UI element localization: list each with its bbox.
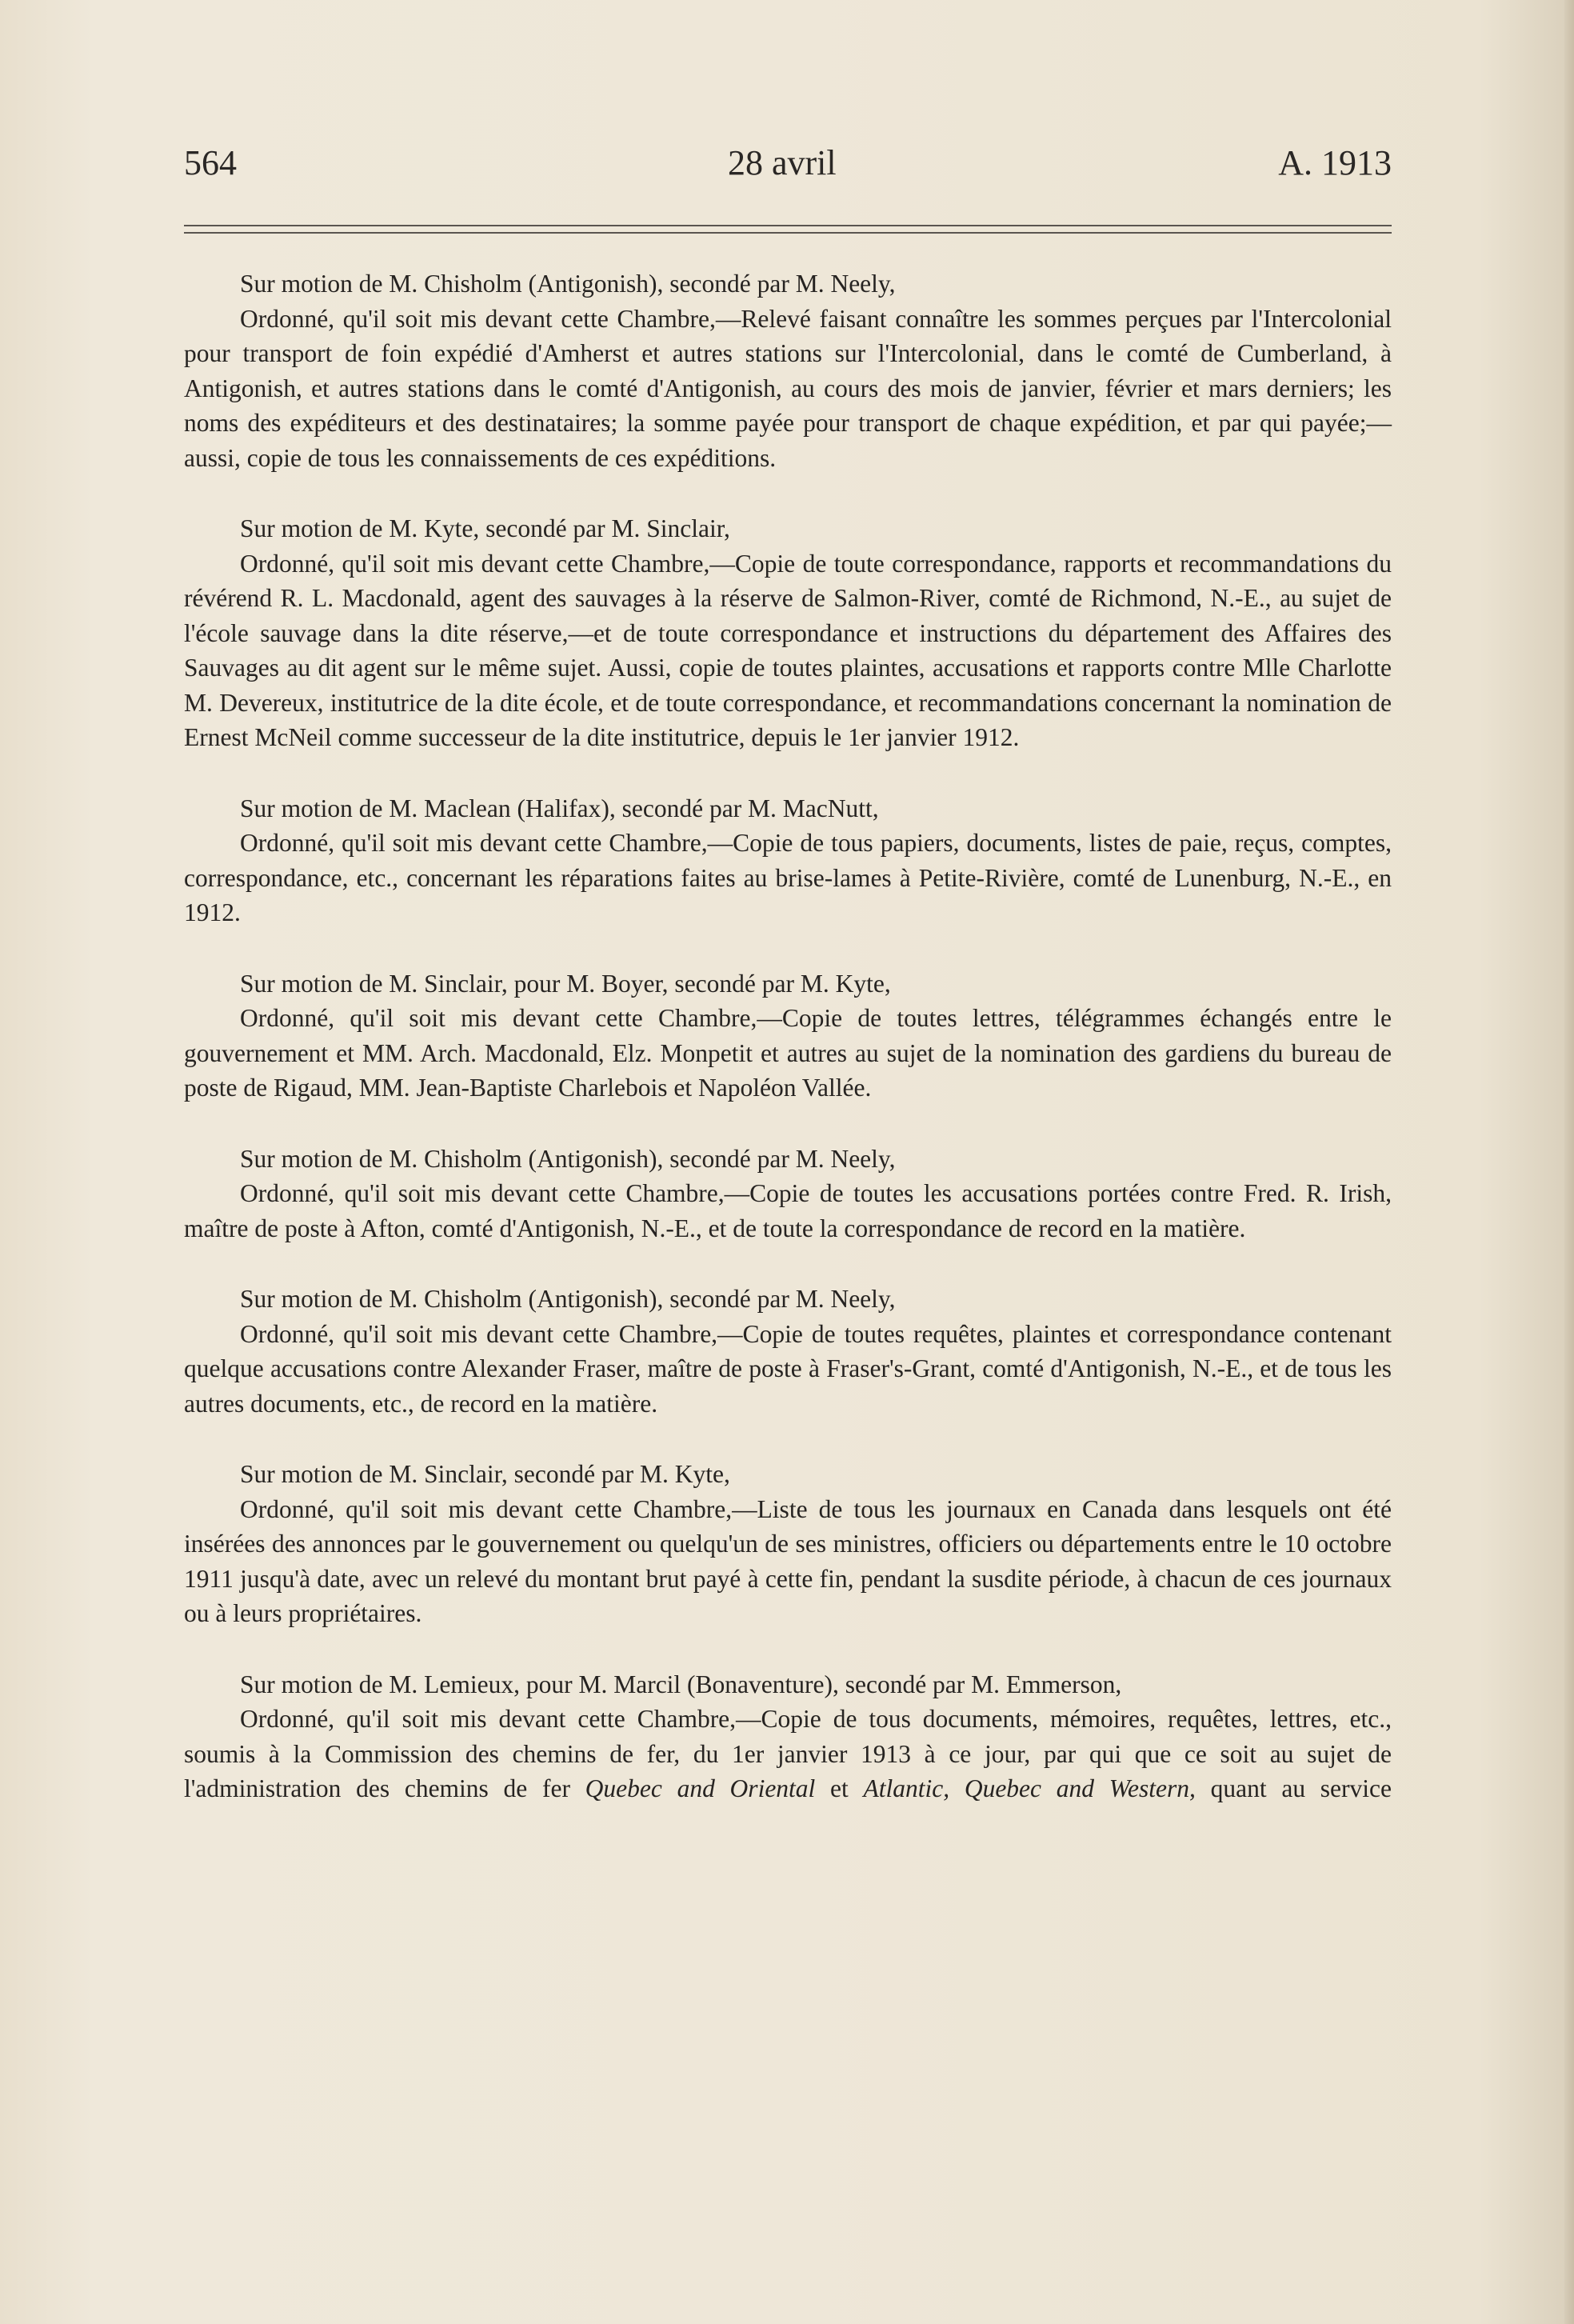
- motion-entry: [184, 1142, 1392, 1246]
- page-number: 564: [184, 143, 237, 182]
- motion-line: Sur motion de M. Sinclair, pour M. Boyer, secondé par M. Kyte,: [240, 969, 891, 998]
- order-paragraph: Ordonné, qu'il soit mis devant cette Chambre,—Copie de toutes lettres, télégrammes échangés entre le gouvernement et MM. Arch. Macdonald, Elz. Monpetit et autres au sujet de la nomination des gardiens du bureau de poste de Rigaud, MM. Jean-Baptiste Charlebois et Napoléon Vallée.: [184, 1004, 1392, 1102]
- order-paragraph: Ordonné, qu'il soit mis devant cette Chambre,—Relevé faisant connaître les sommes perçues par l'Intercolonial pour transport de foin expédié d'Amherst et autres stations sur l'Intercolonial, dans le comté de Cumberland, à Antigonish, et autres stations dans le comté d'Antigonish, au cours des mois de janvier, février et mars derniers; les noms des expéditeurs et des destinataires; la somme payée pour transport de chaque expédition, et par qui payée;—aussi, copie de tous les connaissements de ces expéditions.: [184, 304, 1392, 472]
- order-text: et: [815, 1774, 864, 1802]
- order-paragraph: Ordonné, qu'il soit mis devant cette Chambre,—Copie de toute correspondance, rapports et recommandations du révérend R. L. Macdonald, agent des sauvages à la réserve de Salmon-River, comté de Richmond, N.-E., au sujet de l'école sauvage dans la dite réserve,—et de toute correspondance et instructions du département des Affaires des Sauvages au dit agent sur le même sujet. Aussi, copie de toutes plaintes, accusations et rapports contre Mlle Charlotte M. Devereux, institutrice de la dite école, et de toute correspondance, et recommandations concernant la nomination de Ernest McNeil comme successeur de la dite institutrice, depuis le 1er janvier 1912.: [184, 549, 1392, 751]
- running-year: A. 1913: [1278, 143, 1392, 182]
- order-paragraph: Ordonné, qu'il soit mis devant cette Chambre,—Copie de tous papiers, documents, listes de paie, reçus, comptes, correspondance, etc., concernant les réparations faites au brise-lames à Petite-Rivière, comté de Lunenburg, N.-E., en 1912.: [184, 829, 1392, 926]
- page-edge-shadow: [1564, 0, 1574, 2324]
- motion-line: Sur motion de M. Sinclair, secondé par M. Kyte,: [240, 1460, 730, 1488]
- order-paragraph: Ordonné, qu'il soit mis devant cette Chambre,—Copie de toutes les accusations portées contre Fred. R. Irish, maître de poste à Afton, comté d'Antigonish, N.-E., et de toute la correspondance de record en la matière.: [184, 1179, 1392, 1242]
- header-rule-bottom: [184, 232, 1392, 234]
- running-date: 28 avril: [728, 143, 837, 182]
- page-body: [184, 266, 1392, 1842]
- order-paragraph: Ordonné, qu'il soit mis devant cette Chambre,—Copie de toutes requêtes, plaintes et correspondance contenant quelque accusations contre Alexander Fraser, maître de poste à Fraser's-Grant, comté d'Antigonish, N.-E., et de tous les autres documents, etc., de record en la matière.: [184, 1319, 1392, 1418]
- railway-name: Quebec and Oriental: [585, 1774, 816, 1802]
- motion-entry: [184, 1667, 1392, 1806]
- motion-line: Sur motion de M. Kyte, secondé par M. Sinclair,: [240, 514, 730, 542]
- motion-entry: [184, 1282, 1392, 1421]
- railway-name: Atlantic, Quebec and Western,: [863, 1774, 1196, 1802]
- motion-line: Sur motion de M. Chisholm (Antigonish), secondé par M. Neely,: [240, 1144, 896, 1173]
- motion-line: Sur motion de M. Chisholm (Antigonish), secondé par M. Neely,: [240, 1285, 896, 1313]
- order-text: Ordonné, qu'il soit mis devant cette Chambre,—Copie de tous documents, mémoires, requêtes, lettres, etc., soumis à la Commission des chemins de fer, du 1er janvier 1913 à ce jour, par qui que ce soit au sujet de l'administration des chemins de fer: [184, 1705, 1392, 1802]
- order-text: quant au service: [1195, 1774, 1392, 1802]
- motion-entry: [184, 1457, 1392, 1631]
- motion-entry: [184, 791, 1392, 930]
- motion-entry: [184, 511, 1392, 755]
- order-paragraph: [184, 1702, 1392, 1806]
- order-paragraph: Ordonné, qu'il soit mis devant cette Chambre,—Liste de tous les journaux en Canada dans lesquels ont été insérées des annonces par le gouvernement ou quelqu'un de ses ministres, officiers ou départements entre le 10 octobre 1911 jusqu'à date, avec un relevé du montant brut payé à cette fin, pendant la susdite période, à chacun de ces journaux ou à leurs propriétaires.: [184, 1494, 1392, 1627]
- motion-entry: [184, 266, 1392, 475]
- motion-entry: [184, 966, 1392, 1106]
- running-header: [184, 142, 1392, 198]
- motion-line: Sur motion de M. Chisholm (Antigonish), secondé par M. Neely,: [240, 270, 896, 298]
- motion-line: Sur motion de M. Maclean (Halifax), secondé par M. MacNutt,: [240, 794, 879, 822]
- motion-line: Sur motion de M. Lemieux, pour M. Marcil (Bonaventure), secondé par M. Emmerson,: [240, 1670, 1122, 1698]
- header-rule-top: [184, 225, 1392, 226]
